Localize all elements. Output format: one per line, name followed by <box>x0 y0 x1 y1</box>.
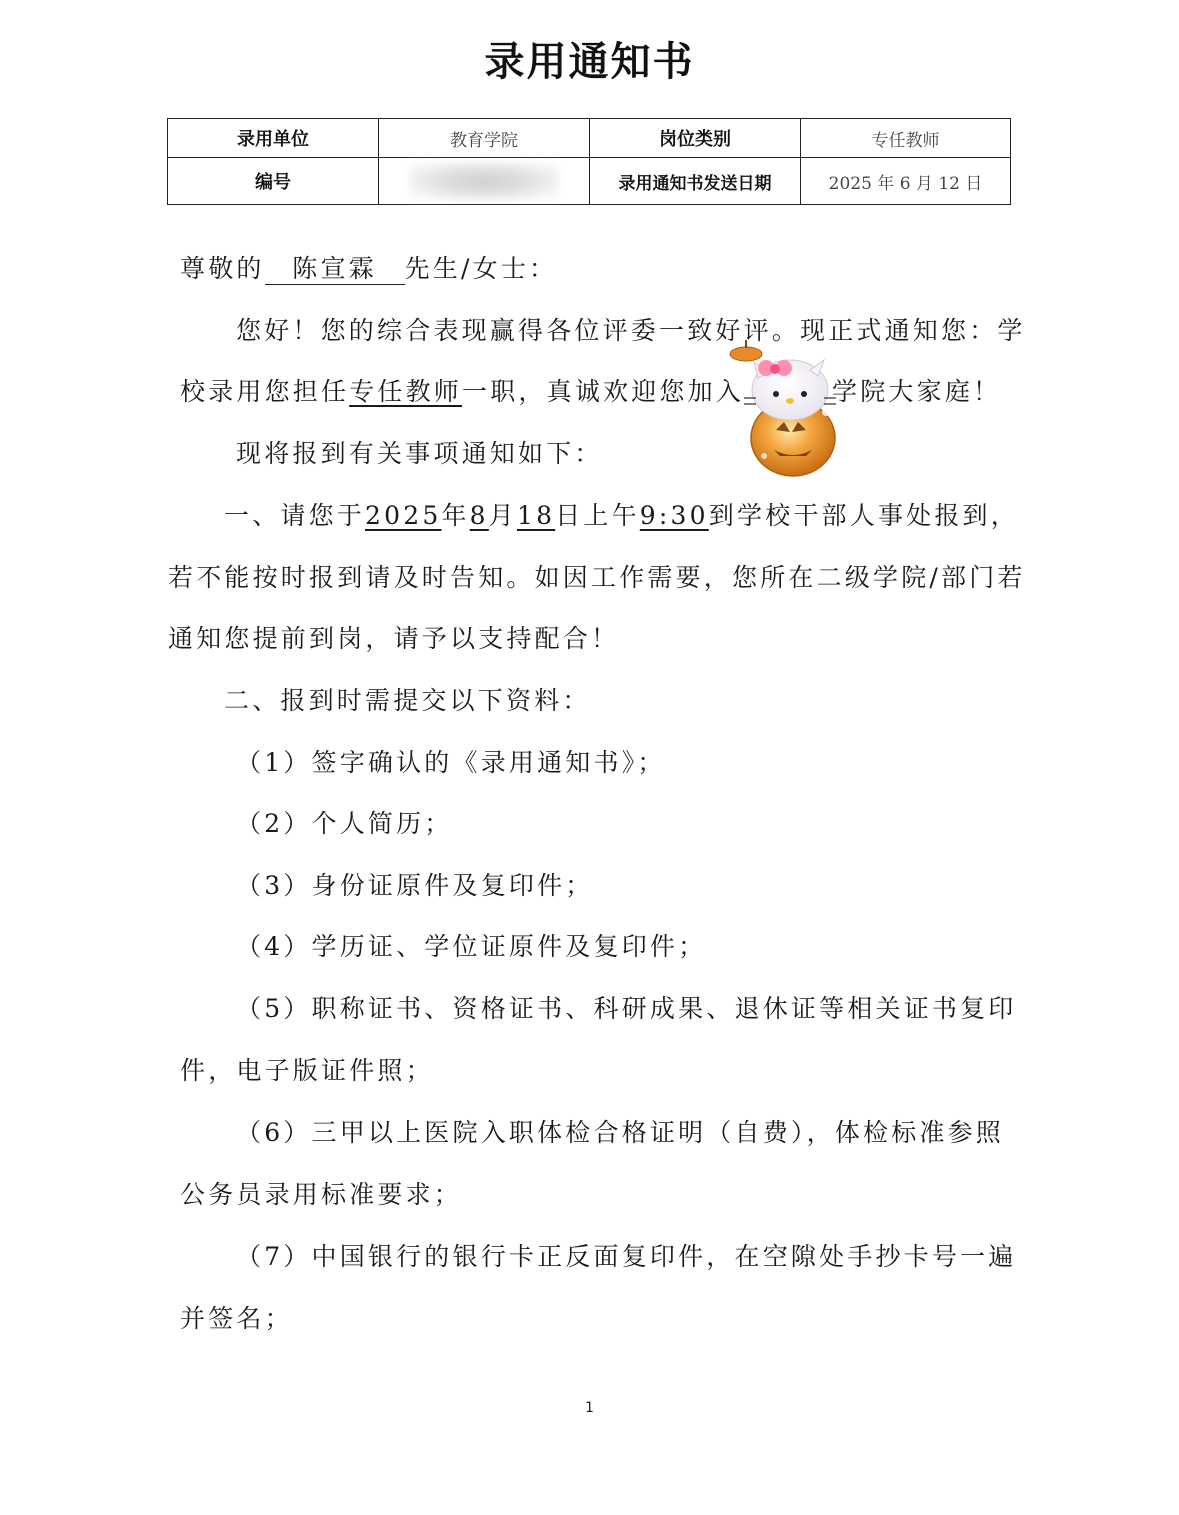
list-item: （7）中国银行的银行卡正反面复印件，在空隙处手抄卡号一遍 <box>236 1242 1017 1271</box>
category-value: 专任教师 <box>801 119 1011 158</box>
document-title: 录用通知书 <box>484 39 695 85</box>
date-value: 2025 年 6 月 12 日 <box>801 158 1011 205</box>
p1-text-c: 学院大家庭！ <box>832 377 1002 406</box>
unit-label: 录用单位 <box>168 119 379 158</box>
s1-month-unit: 月 <box>488 501 517 530</box>
section-2-heading: 二、报到时需提交以下资料： <box>224 686 591 715</box>
section-1-line-2: 若不能按时报到请及时告知。如因工作需要，您所在二级学院/部门若 <box>168 563 1026 592</box>
greeting-suffix: 先生/女士： <box>404 254 558 283</box>
kitty-pumpkin-sticker-icon <box>718 338 868 478</box>
report-time: 9:30 <box>639 501 709 530</box>
info-table <box>167 118 1011 205</box>
list-item-continued: 并签名； <box>180 1304 293 1333</box>
report-day: 18 <box>516 501 556 530</box>
section-1-line-1 <box>224 499 1019 533</box>
p1-text-a: 校录用您担任 <box>180 377 350 406</box>
info-row-1 <box>168 119 1011 158</box>
list-item: （6）三甲以上医院入职体检合格证明（自费），体检标准参照 <box>236 1118 1005 1147</box>
info-row-2 <box>168 158 1011 205</box>
list-item: （1）签字确认的《录用通知书》； <box>236 748 666 777</box>
recipient-name: 陈宣霖 <box>265 254 405 285</box>
report-month: 8 <box>469 501 489 530</box>
s1-year-unit: 年 <box>441 501 470 530</box>
list-item: （2）个人简历； <box>236 809 453 838</box>
paragraph-1-line-2 <box>180 375 1001 409</box>
unit-value: 教育学院 <box>379 119 590 158</box>
s1-day-unit: 日上午 <box>555 501 640 530</box>
report-year: 2025 <box>365 501 442 530</box>
section-1-line-3: 通知您提前到岗，请予以支持配合！ <box>168 624 620 653</box>
position-name: 专任教师 <box>349 377 463 406</box>
category-label: 岗位类别 <box>590 119 801 158</box>
list-item-continued: 公务员录用标准要求； <box>180 1180 463 1209</box>
page-number: 1 <box>585 1400 594 1416</box>
greeting-prefix: 尊敬的 <box>180 254 265 283</box>
number-label: 编号 <box>168 158 379 205</box>
list-item-continued: 件，电子版证件照； <box>180 1056 434 1085</box>
paragraph-2: 现将报到有关事项通知如下： <box>236 439 603 468</box>
greeting-line <box>180 252 557 286</box>
s1-prefix: 一、请您于 <box>224 501 366 530</box>
list-item: （5）职称证书、资格证书、科研成果、退休证等相关证书复印 <box>236 994 1017 1023</box>
list-item: （3）身份证原件及复印件； <box>236 871 594 900</box>
p1-text-b: 一职，真诚欢迎您加入 <box>462 377 745 406</box>
paragraph-1-line-1: 您好！您的综合表现赢得各位评委一致好评。现正式通知您：学 <box>236 316 1026 345</box>
list-item: （4）学历证、学位证原件及复印件； <box>236 932 707 961</box>
redaction-blur <box>409 162 559 200</box>
number-value-redacted <box>379 158 590 205</box>
date-label: 录用通知书发送日期 <box>590 158 801 205</box>
s1-suffix: 到学校干部人事处报到， <box>708 501 1019 530</box>
